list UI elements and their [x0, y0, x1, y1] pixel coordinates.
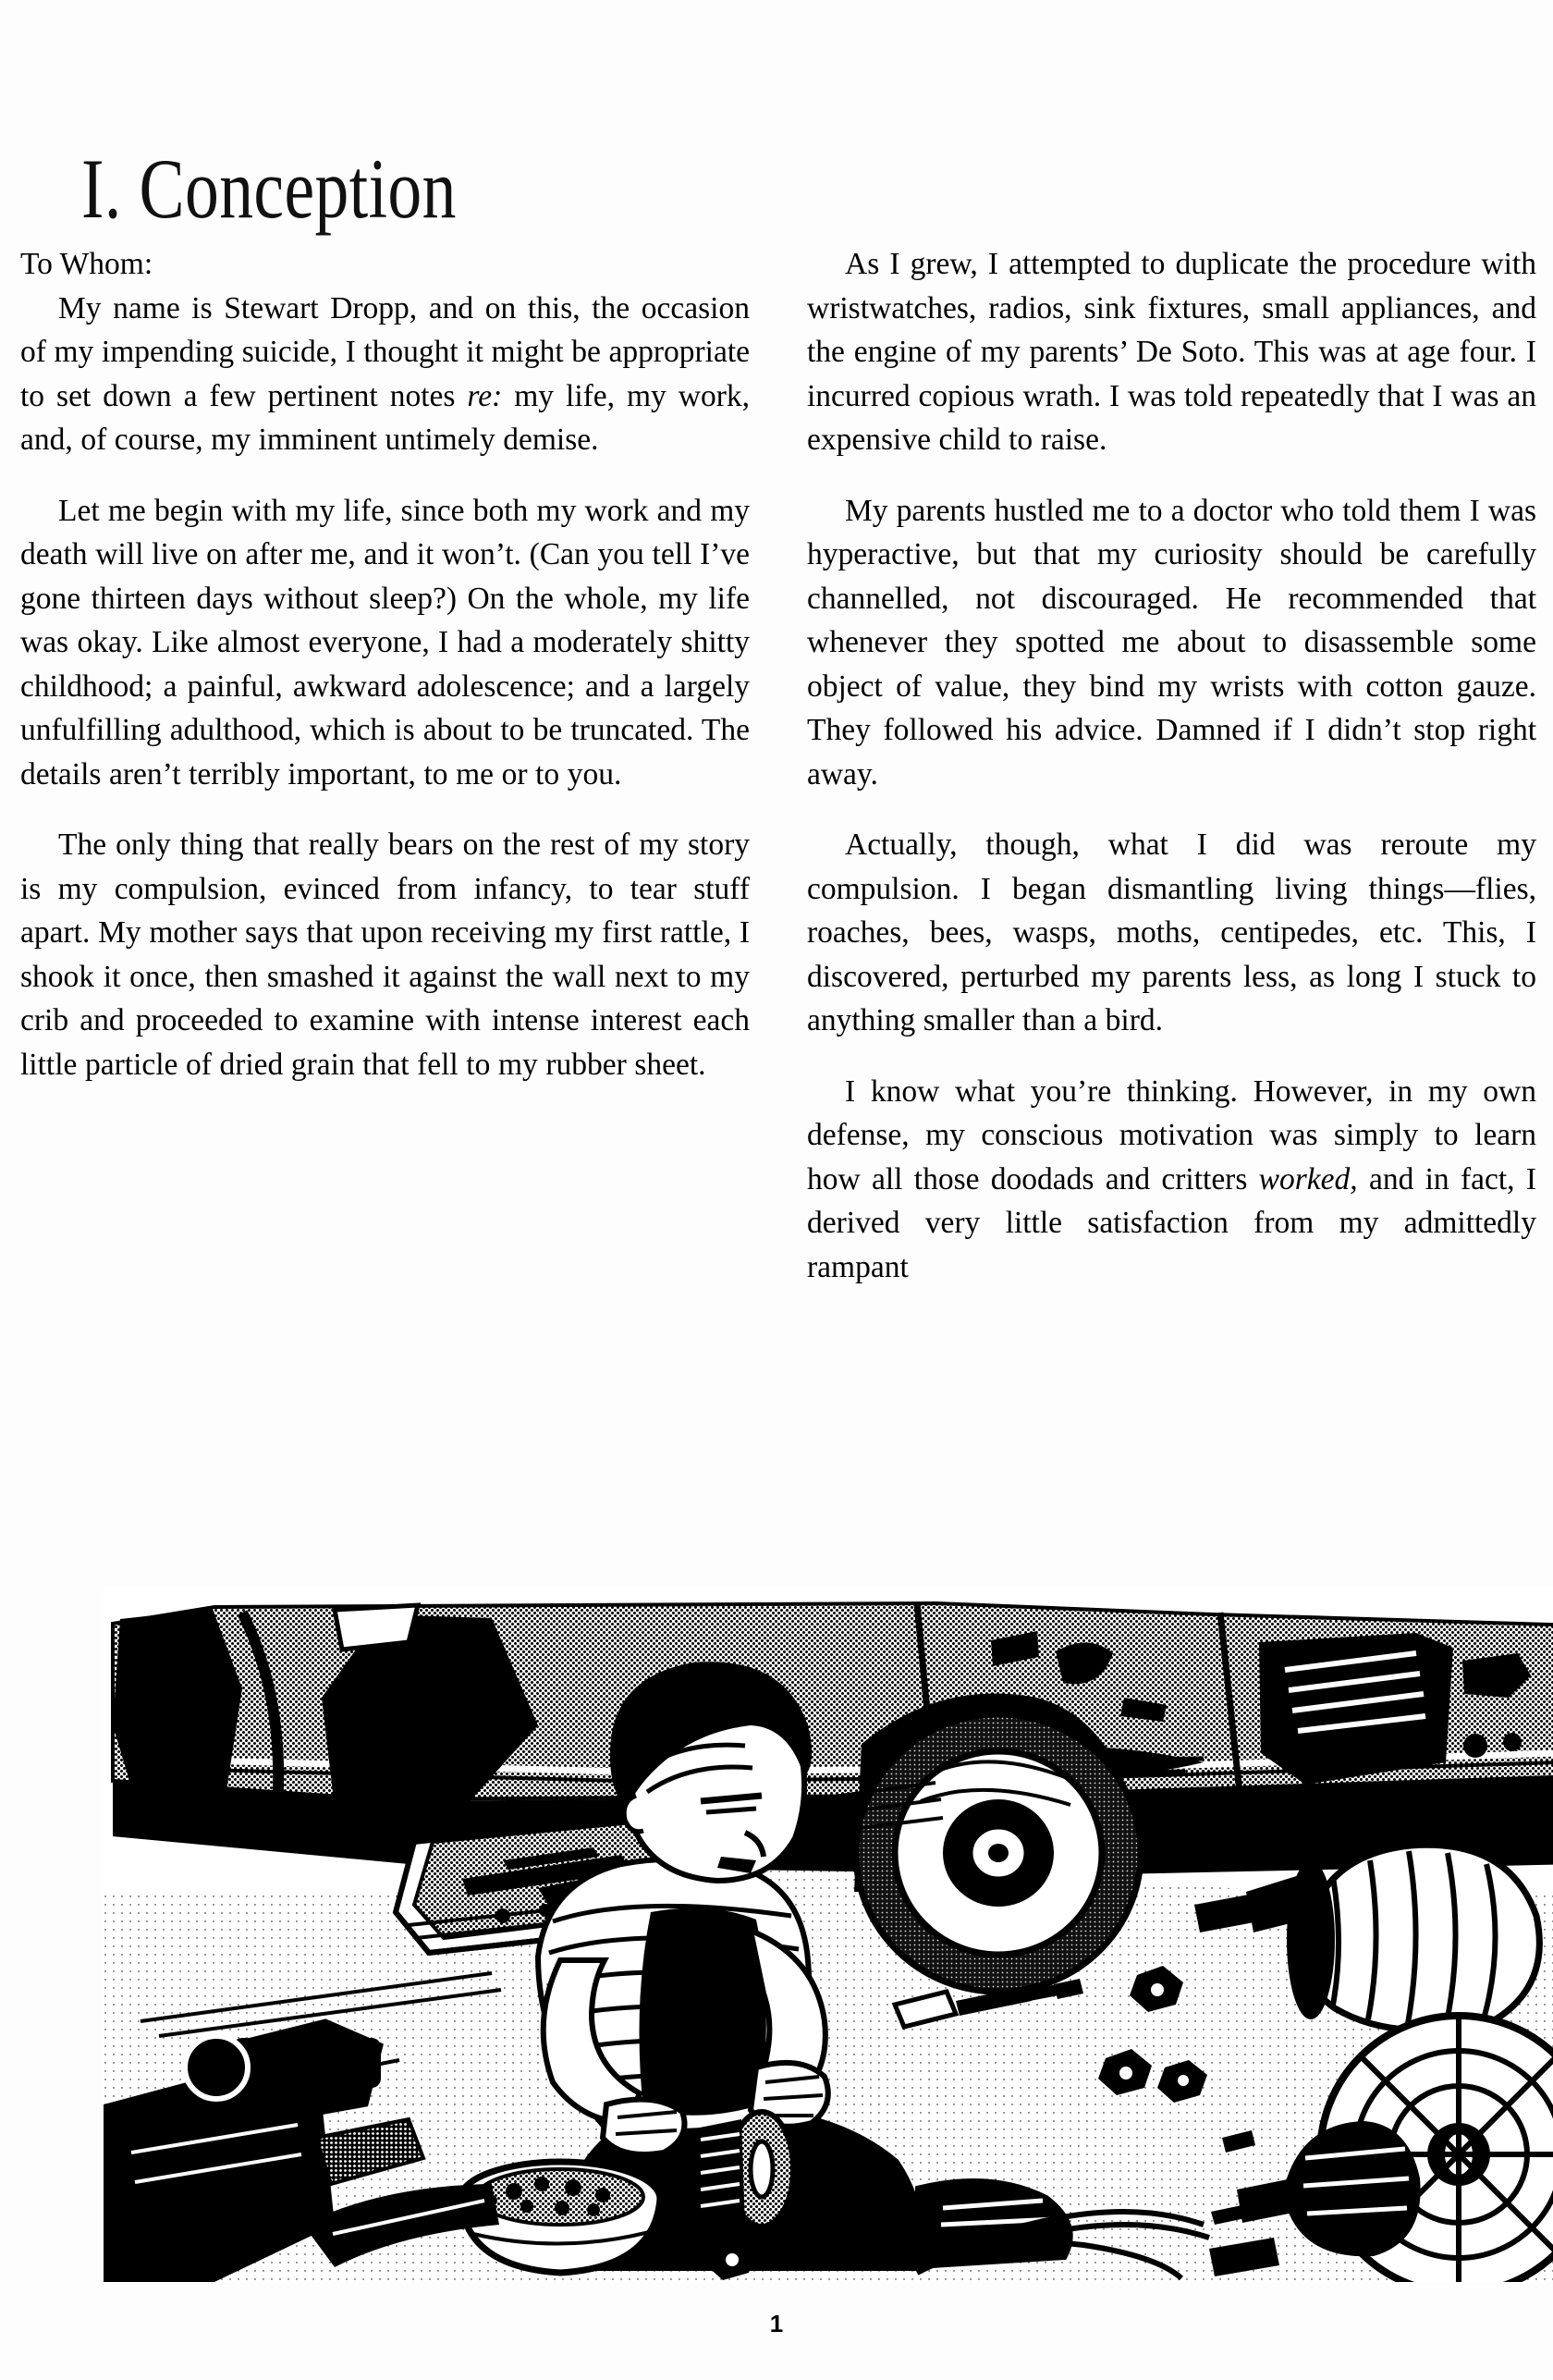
paragraph-right-2: My parents hustled me to a doctor who told them I was hyperactive, but that my curiosity should be carefully channelled, not discouraged. He recommended that whenever they spotted me about to disassemble some object of value, they bind my wrists with cotton gauze. They followed his advice. Damned if I didn’t stop right away. — [807, 493, 1536, 791]
paragraph-left-2: Let me begin with my life, since both my work and my death will live on after me, and it won’t. (Can you tell I’ve gone thirteen days without sleep?) On the whole, my life was okay. Like almost everyone, I had a moderately shitty childhood; a painful, awkward adolescence; and a largely unfulfilling adulthood, which is about to be truncated. The details aren’t terribly important, to me or to you. — [20, 493, 750, 791]
paragraph-left-1-head: My name is Stewart Dropp, and on this, the occasion of my impending suicide, I thought it might be appropriate to set down a few pertinent notes — [20, 290, 750, 413]
paragraph-right-1: As I grew, I attempted to duplicate the procedure with wristwatches, radios, sink fixtures, small appliances, and the engine of my parents’ De Soto. This was at age four. I incurred copious wrath. I was told repeatedly that I was an expensive child to raise. — [807, 247, 1536, 457]
page-number: 1 — [769, 2310, 784, 2337]
body-columns — [20, 242, 1536, 1537]
chapter-illustration — [104, 1587, 1553, 2282]
paragraph-right-3: Actually, though, what I did was reroute my compulsion. I began dismantling living things—flies, roaches, bees, wasps, moths, centipedes, etc. This, I discovered, perturbed my parents less, as long I stuck to anything smaller than a bird. — [807, 828, 1536, 1037]
paragraph-left-1-italic: re: — [467, 378, 503, 413]
paragraph-right-4-italic: worked, — [1258, 1161, 1358, 1196]
paragraph-right-4-tail: and in fact, I derived very little satisfaction from my admittedly rampant — [807, 1161, 1536, 1284]
paragraph-right-4 — [807, 1070, 1536, 1290]
illustration-artwork — [104, 1587, 1553, 2282]
column-right — [807, 242, 1536, 1537]
paragraph-left-1 — [20, 287, 750, 462]
paragraph-left-3: The only thing that really bears on the rest of my story is my compulsion, evinced from infancy, to tear stuff apart. My mother says that upon receiving my first rattle, I shook it once, then smashed it against the wall next to my crib and proceeded to examine with intense interest each little particle of dried grain that fell to my rubber sheet. — [20, 828, 750, 1082]
column-left — [20, 242, 750, 1537]
page-title: I. Conception — [81, 141, 457, 236]
paragraph-right-4-head: I know what you’re thinking. However, in my own defense, my conscious motivation was simply to learn how all those doodads and critters — [807, 1073, 1536, 1196]
salutation: To Whom: — [20, 247, 153, 281]
paragraph-left-1-tail: my life, my work, and, of course, my imminent untimely demise. — [20, 378, 751, 457]
